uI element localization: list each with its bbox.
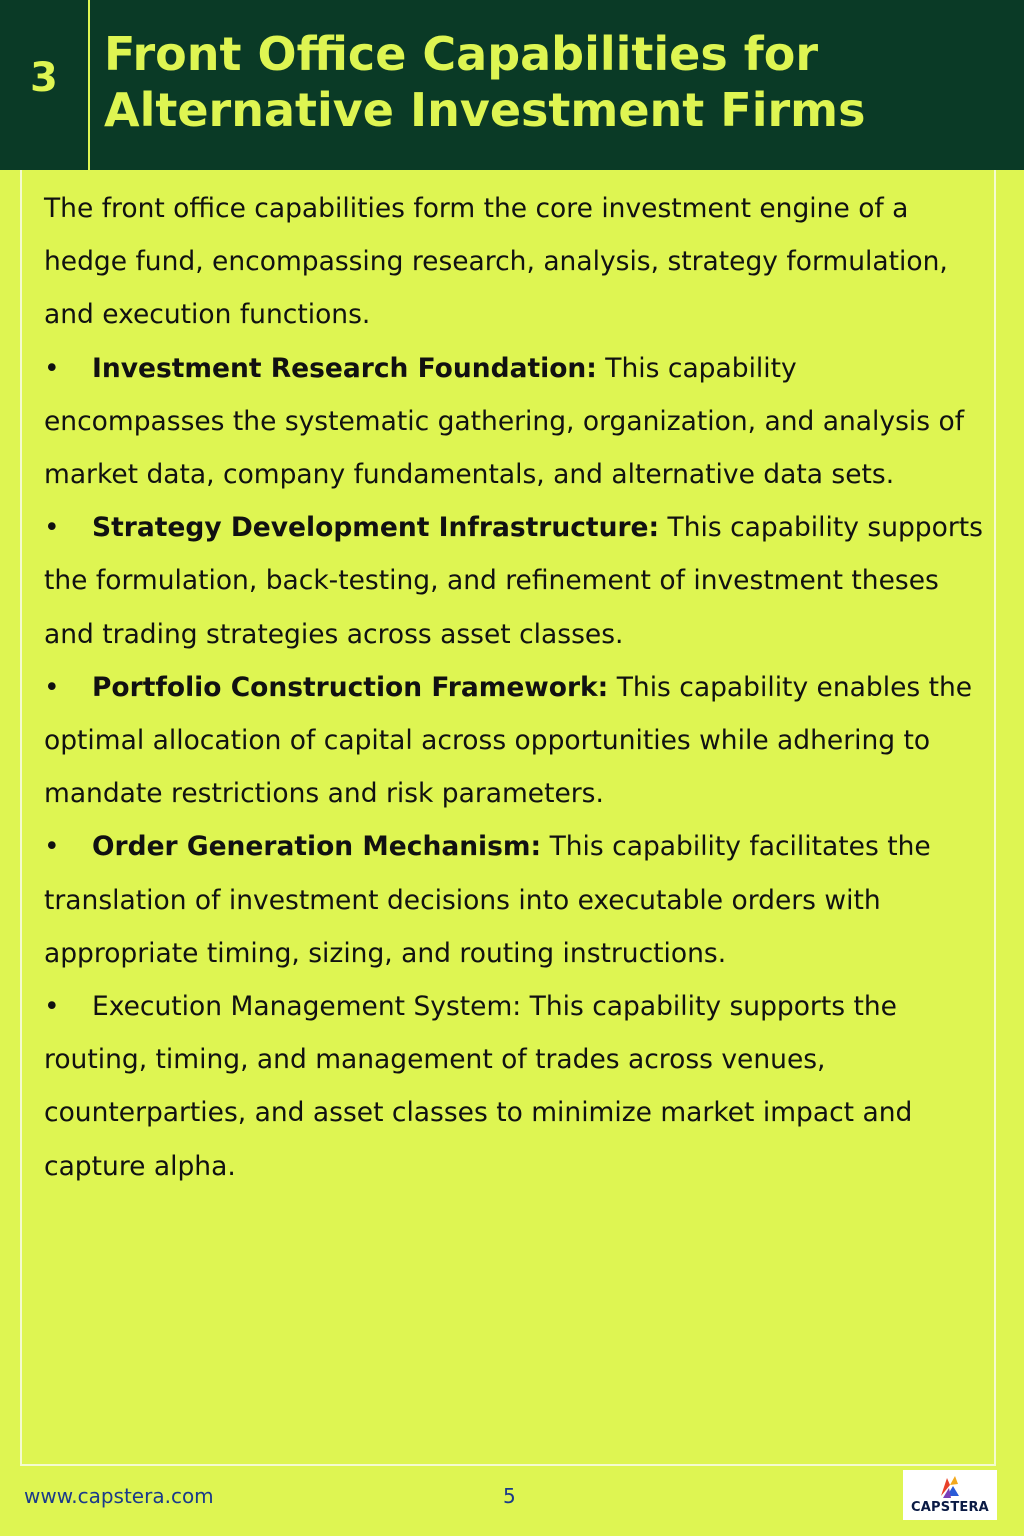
bullet-text: This capability facilitates the translation of investment decisions into executable orders with appropriate timing, sizing, and routing instructions. <box>44 831 931 969</box>
capstera-logo-icon <box>937 1472 963 1500</box>
bullet-heading: Order Generation Mechanism: <box>92 831 542 863</box>
bullet-heading: Investment Research Foundation: <box>92 352 597 384</box>
bullet-text: This capability supports the formulation, back-testing, and refinement of investment theses and trading strategies across asset classes. <box>44 512 983 650</box>
bullet-dot: • <box>44 671 60 703</box>
content-body <box>44 182 984 1193</box>
page-number: 5 <box>503 1484 516 1508</box>
bullet-heading: Strategy Development Infrastructure: <box>92 512 660 544</box>
header-divider <box>88 0 90 170</box>
bullet-item <box>44 820 984 980</box>
bullet-item <box>44 980 984 1193</box>
bullet-text: This capability enables the optimal allocation of capital across opportunities while adhering to mandate restrictions and risk parameters. <box>44 671 973 810</box>
footer-website-link[interactable]: www.capstera.com <box>24 1484 214 1508</box>
bullet-text: Execution Management System: This capability supports the routing, timing, and management of trades across venues, counterparties, and asset classes to minimize market impact and capture alpha. <box>44 991 913 1182</box>
page-title-line-1: Front Office Capabilities for <box>104 27 819 81</box>
bullet-item <box>44 342 984 502</box>
bullet-dot: • <box>44 831 60 863</box>
page-title <box>104 26 1004 138</box>
bullet-heading: Portfolio Construction Framework: <box>92 671 609 703</box>
bullet-dot: • <box>44 512 60 544</box>
bullet-text: This capability encompasses the systematic gathering, organization, and analysis of market data, company fundamentals, and alternative data sets. <box>44 352 965 491</box>
section-number: 3 <box>30 55 58 101</box>
bullet-item <box>44 501 984 661</box>
page-title-line-2: Alternative Investment Firms <box>104 83 866 137</box>
capstera-logo <box>903 1470 997 1520</box>
logo-text: CAPSTERA <box>911 1500 989 1515</box>
intro-paragraph: The front office capabilities form the core investment engine of a hedge fund, encompassing research, analysis, strategy formulation, and execution functions. <box>44 193 948 331</box>
page-header <box>0 0 1024 170</box>
bullet-item <box>44 661 984 821</box>
bullet-dot: • <box>44 991 60 1023</box>
bullet-dot: • <box>44 352 60 384</box>
